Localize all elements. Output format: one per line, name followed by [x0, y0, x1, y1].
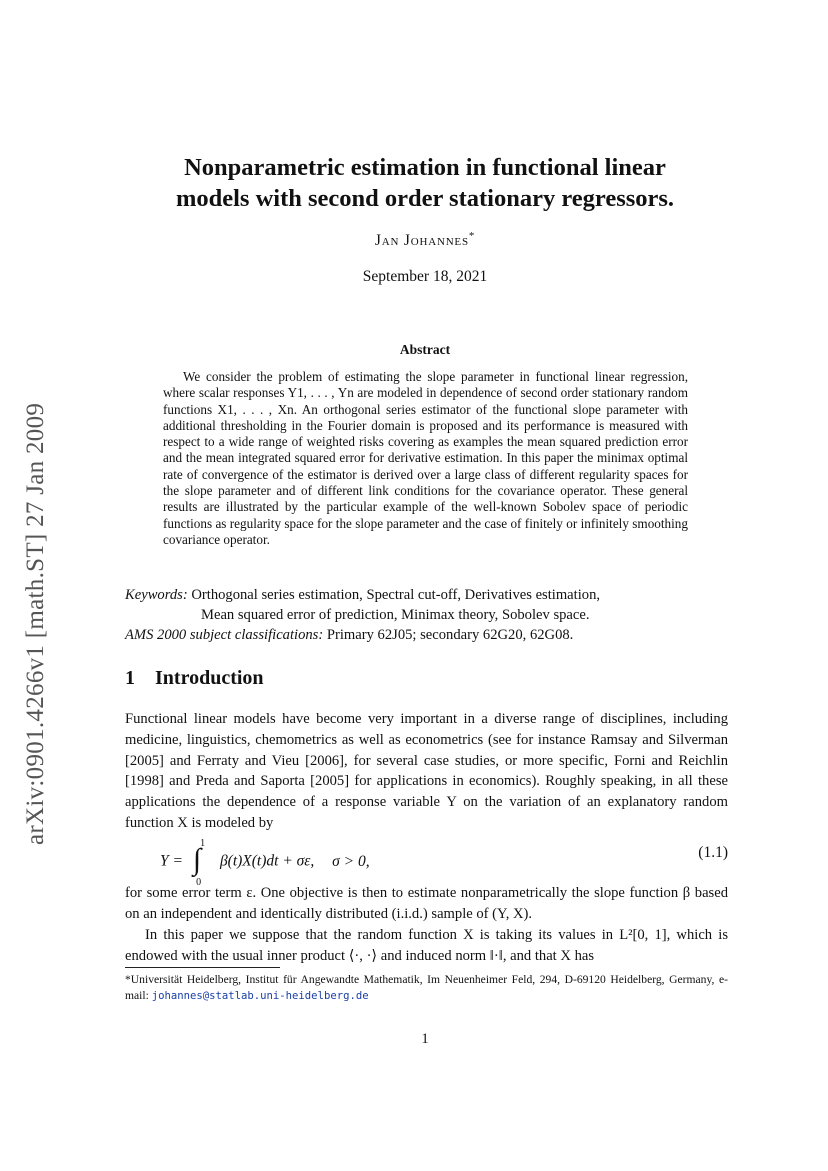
author-footnote: [125, 972, 728, 1004]
footnote-text: *Universität Heidelberg, Institut für Angewandte Mathematik, Im Neuenheimer Feld, 294, D-69120 Heidelberg, Germany, e-mail:: [125, 973, 728, 1002]
arxiv-identifier: arXiv:0901.4266v1 [math.ST] 27 Jan 2009: [22, 402, 49, 845]
abstract-heading: Abstract: [399, 342, 451, 357]
ams-label: AMS 2000 subject classifications:: [125, 627, 324, 643]
section-title: Introduction: [155, 667, 264, 689]
intro-paragraph-3: In this paper we suppose that the random function X is taking its values in L²[0, 1], which is endowed with the usual inner product ⟨·, ·⟩ and induced norm ‖·‖, and that X has: [125, 927, 728, 964]
equation-condition: σ > 0,: [332, 852, 370, 870]
page-number: 1: [421, 1031, 429, 1047]
title-line-1: Nonparametric estimation in functional linear: [184, 154, 666, 181]
author-name: [0, 229, 828, 250]
equation-integrand: β(t)X(t)dt + σε,: [219, 852, 315, 870]
author-text: Jan Johannes: [374, 232, 469, 249]
integral-sign: ∫: [192, 843, 202, 876]
keywords-label: Keywords:: [125, 587, 188, 603]
keywords-line-2: Mean squared error of prediction, Minimax theory, Sobolev space.: [201, 607, 590, 623]
equation-body: [160, 838, 370, 888]
paper-date: September 18, 2021: [362, 268, 488, 285]
lower-limit: 0: [196, 877, 202, 888]
equation-lhs: Y =: [160, 852, 183, 870]
ams-classification: [125, 625, 725, 645]
section-number: 1: [125, 667, 135, 689]
intro-paragraph-2: for some error term ε. One objective is then to estimate nonparametrically the slope function β based on an independent and identically distributed (i.i.d.) sample of (Y, X).: [125, 885, 728, 922]
footnote-rule: [125, 967, 280, 968]
keywords: [125, 585, 725, 625]
section-heading: [125, 667, 264, 690]
upper-limit: 1: [200, 838, 206, 849]
title-line-2: models with second order stationary regressors.: [175, 185, 675, 212]
footnote-email-link[interactable]: johannes@statlab.uni-heidelberg.de: [151, 989, 369, 1002]
keywords-line-1: Orthogonal series estimation, Spectral cut-off, Derivatives estimation,: [191, 587, 601, 603]
abstract-text: We consider the problem of estimating the slope parameter in functional linear regression, where scalar responses Y1, . . . , Yn are modeled in dependence of second order stationary random functions X1, . . . , Xn. An orthogonal series estimator of the functional slope parameter with additional thresholding in the Fourier domain is proposed and its performance is measured with respect to a wide range of weighted risks covering as examples the mean squared prediction error and the mean integrated squared error for derivative estimation. In this paper the minimax optimal rate of convergence of the estimator is derived over a large class of different regularity spaces for the slope parameter and of different link conditions for the covariance operator. These general results are illustrated by the particular example of the well-known Sobolev space of periodic functions as regularity space for the slope parameter and the case of finitely or infinitely smoothing covariance operator.: [163, 369, 688, 547]
author-footnote-mark: *: [468, 229, 476, 242]
equation-1-1: [160, 830, 728, 888]
ams-text: Primary 62J05; secondary 62G20, 62G08.: [326, 627, 574, 643]
intro-paragraph-1: Functional linear models have become very important in a diverse range of disciplines, including medicine, linguistics, chemometrics as well as econometrics (see for instance Ramsay and Silverman [2005] and Ferraty and Vieu [2006], for several case studies, or more specific, Forni and Reichlin [1998] and Preda and Saporta [2005] for applications in economics). Roughly speaking, in all these applications the dependence of a response variable Y on the variation of an explanatory random function X is modeled by: [125, 711, 728, 831]
paper-title: [120, 152, 730, 214]
equation-number: (1.1): [698, 844, 728, 861]
integral-limits: [196, 838, 212, 888]
